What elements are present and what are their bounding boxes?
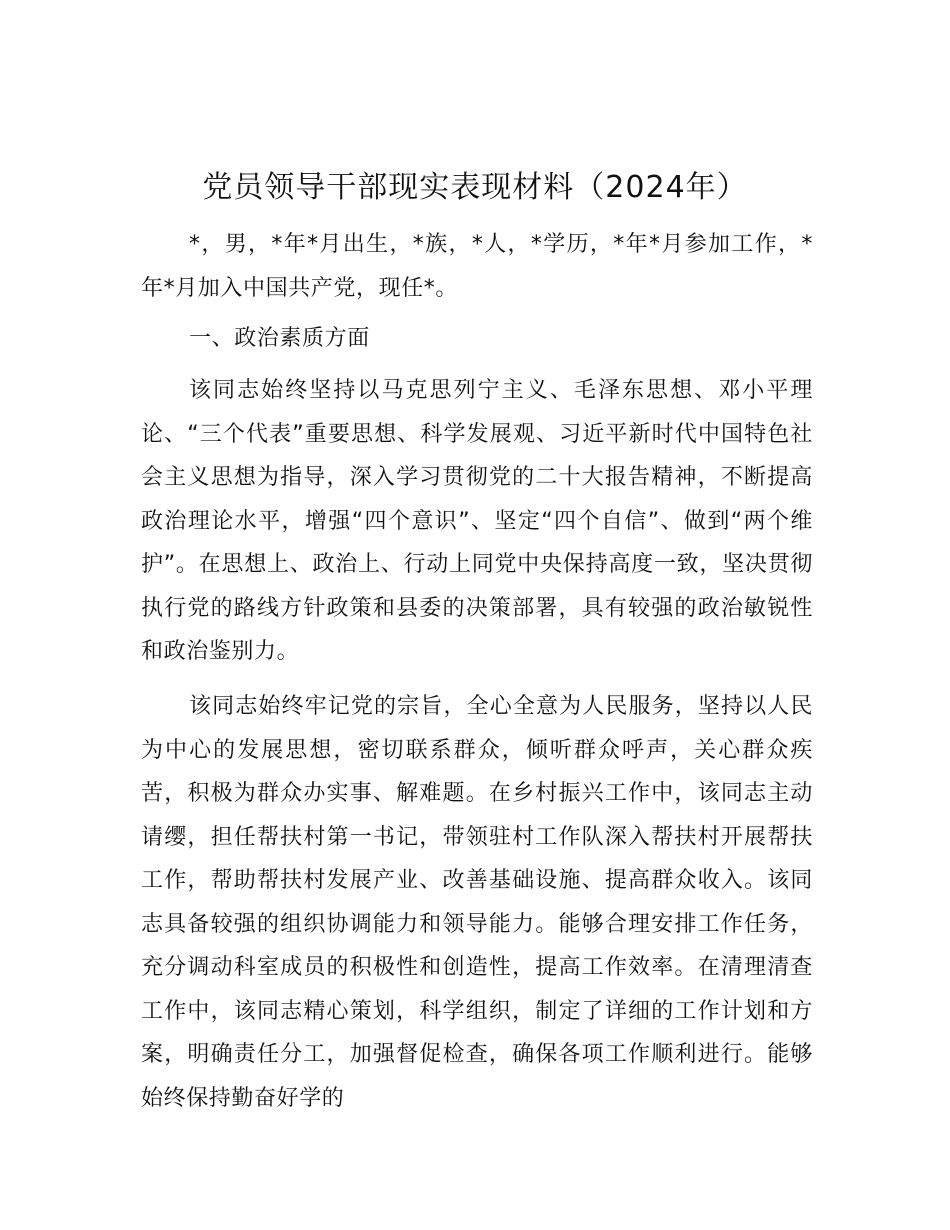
intro-paragraph: *，男，*年*月出生，*族，*人，*学历，*年*月参加工作，*年*月加入中国共产党，现任*。 [141,232,813,301]
document-title: 党员领导干部现实表现材料（2024年） [202,170,748,205]
section-heading-political-quality: 一、政治素质方面 [189,326,370,351]
paragraph-political-quality: 该同志始终坚持以马克思列宁主义、毛泽东思想、邓小平理论、“三个代表”重要思想、科学发展观、习近平新时代中国特色社会主义思想为指导，深入学习贯彻党的二十大报告精神，不断提高政治理论水平，增强“四个意识”、坚定“四个自信”、做到“两个维护”。在思想上、政治上、行动上同党中央保持高度一致，坚决贯彻执行党的路线方针政策和县委的决策部署，具有较强的政治敏锐性和政治鉴别力。 [141,378,813,664]
paragraph-serving-people: 该同志始终牢记党的宗旨，全心全意为人民服务，坚持以人民为中心的发展思想，密切联系群众，倾听群众呼声，关心群众疾苦，积极为群众办实事、解难题。在乡村振兴工作中，该同志主动请缨，担任帮扶村第一书记，带领驻村工作队深入帮扶村开展帮扶工作，帮助帮扶村发展产业、改善基础设施、提高群众收入。该同志具备较强的组织协调能力和领导能力。能够合理安排工作任务，充分调动科室成员的积极性和创造性，提高工作效率。在清理清查工作中，该同志精心策划，科学组织，制定了详细的工作计划和方案，明确责任分工，加强督促检查，确保各项工作顺利进行。能够始终保持勤奋好学的 [141,694,813,1111]
